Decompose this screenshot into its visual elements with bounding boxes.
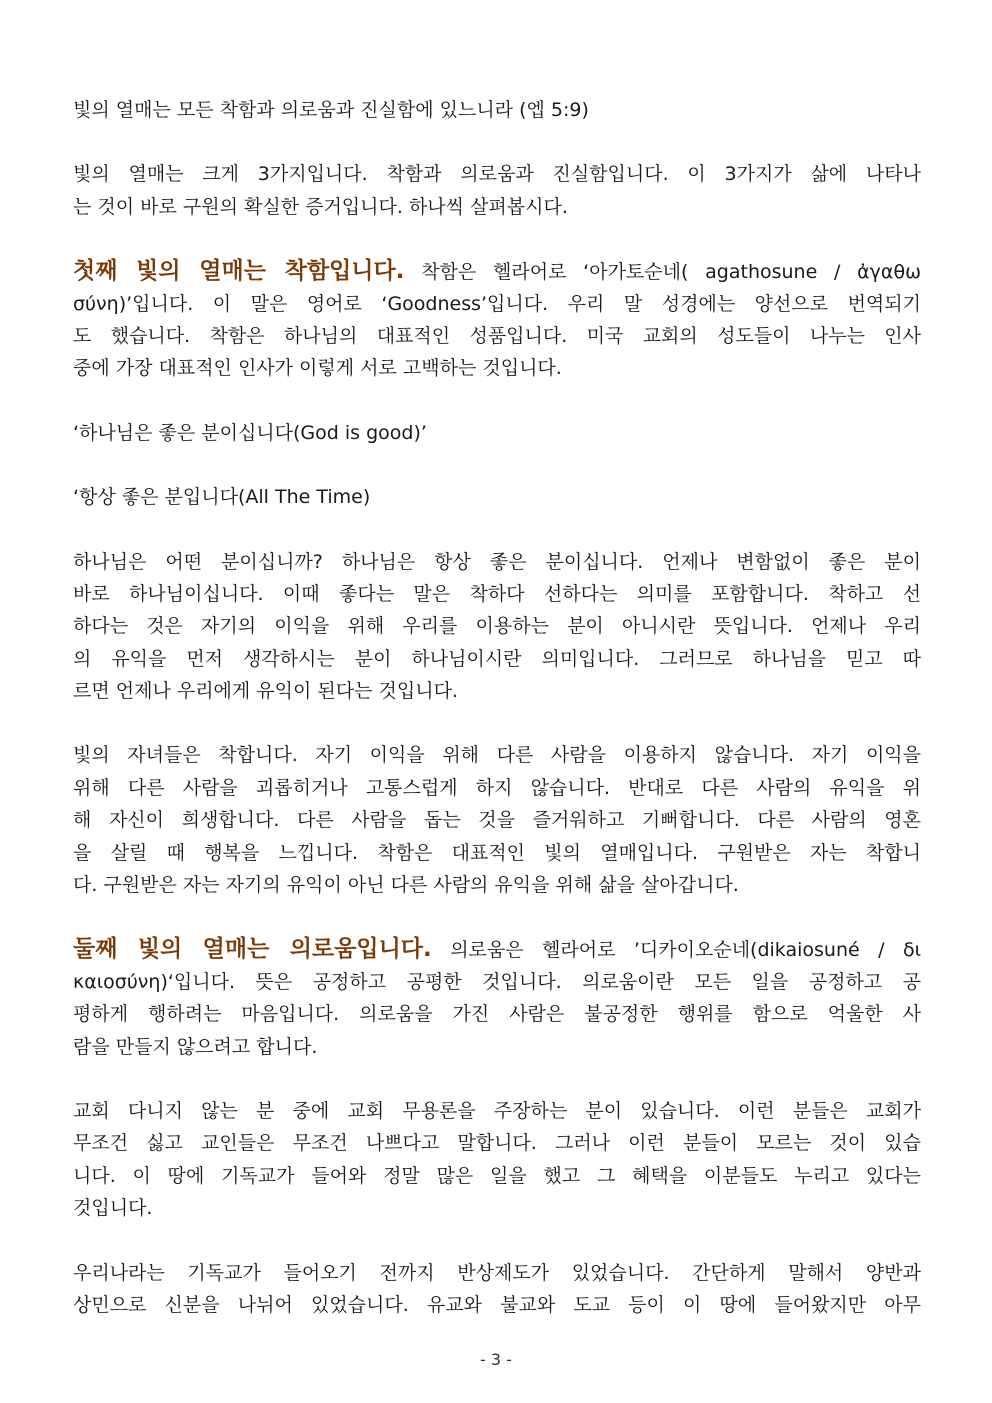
section1-line: 도 했습니다. 착함은 하나님의 대표적인 성품입니다. 미국 교회의 성도들이 나누는 인사 xyxy=(73,324,921,347)
paragraph-line: 우리나라는 기독교가 들어오기 전까지 반상제도가 있었습니다. 간단하게 말해서 양반과 xyxy=(73,1261,921,1284)
paragraph-line: 빛의 자녀들은 착합니다. 자기 이익을 위해 다른 사람을 이용하지 않습니다. 자기 이익을 xyxy=(73,744,921,767)
paragraph-line: 하나님은 어떤 분이십니까? 하나님은 항상 좋은 분이십니다. 언제나 변함없이 좋은 분이 xyxy=(73,550,921,573)
section2-line: καιοσύνη)‘입니다. 뜻은 공정하고 공평한 것입니다. 의로움이란 모든 일을 공정하고 공 xyxy=(73,970,921,993)
paragraph-line: 의 유익을 먼저 생각하시는 분이 하나님이시란 의미입니다. 그러므로 하나님을 믿고 따 xyxy=(73,647,921,670)
paragraph-line: 위해 다른 사람을 괴롭히거나 고통스럽게 하지 않습니다. 반대로 다른 사람의 유익을 위 xyxy=(73,776,921,799)
section1-first-line-text: 착함은 헬라어로 ‘아가토순네( agathosune / ἀγαθω xyxy=(404,261,921,284)
section2-line: 평하게 행하려는 마음입니다. 의로움을 가진 사람은 불공정한 행위를 함으로 억울한 사 xyxy=(73,1003,921,1026)
paragraph-line: 바로 하나님이십니다. 이때 좋다는 말은 착하다 선하다는 의미를 포함합니다. 착하고 선 xyxy=(73,582,921,605)
paragraph-line: 다. 구원받은 자는 자기의 유익이 아닌 다른 사람의 유익을 위해 삶을 살아갑니다. xyxy=(73,874,739,897)
section2-heading: 둘째 빛의 열매는 의로움입니다. xyxy=(73,936,432,963)
section1-line: σύνη)’입니다. 이 말은 영어로 ‘Goodness’입니다. 우리 말 성경에는 양선으로 번역되기 xyxy=(73,292,921,315)
verse-line: 빛의 열매는 모든 착함과 의로움과 진실함에 있느니라 (엡 5:9) xyxy=(73,99,589,121)
intro-line: 는 것이 바로 구원의 확실한 증거입니다. 하나씩 살펴봅시다. xyxy=(73,195,568,218)
paragraph-line: 것입니다. xyxy=(73,1197,153,1220)
section1-line: 중에 가장 대표적인 인사가 이렇게 서로 고백하는 것입니다. xyxy=(73,357,562,380)
paragraph-line: 을 살릴 때 행복을 느낍니다. 착함은 대표적인 빛의 열매입니다. 구원받은 자는 착합니 xyxy=(73,841,921,864)
document-page xyxy=(73,94,921,1321)
quote-line: ‘하나님은 좋은 분이십니다(God is good)’ xyxy=(73,421,427,444)
paragraph-line: 해 자신이 희생합니다. 다른 사람을 돕는 것을 즐거워하고 기뻐합니다. 다른 사람의 영혼 xyxy=(73,809,921,832)
section1-heading: 첫째 빛의 열매는 착함입니다. xyxy=(73,258,405,285)
section1-first-line xyxy=(73,255,921,287)
intro-line: 빛의 열매는 크게 3가지입니다. 착함과 의로움과 진실함입니다. 이 3가지가 삶에 나타나 xyxy=(73,163,921,186)
paragraph-line: 상민으로 신분을 나뉘어 있었습니다. 유교와 불교와 도교 등이 이 땅에 들어왔지만 아무 xyxy=(73,1293,921,1316)
quote-line: ‘항상 좋은 분입니다(All The Time) xyxy=(73,486,371,509)
paragraph-line: 교회 다니지 않는 분 중에 교회 무용론을 주장하는 분이 있습니다. 이런 분들은 교회가 xyxy=(73,1099,921,1122)
paragraph-line: 니다. 이 땅에 기독교가 들어와 정말 많은 일을 했고 그 혜택을 이분들도 누리고 있다는 xyxy=(73,1164,921,1187)
paragraph-line: 하다는 것은 자기의 이익을 위해 우리를 이용하는 분이 아니시란 뜻입니다. 언제나 우리 xyxy=(73,615,921,638)
page-number: - 3 - xyxy=(480,1350,512,1369)
section2-first-line-text: 의로움은 헬라어로 ’디카이오순네(dikaiosuné / δι xyxy=(431,939,921,962)
section2-line: 람을 만들지 않으려고 합니다. xyxy=(73,1035,318,1058)
section2-first-line xyxy=(73,933,921,965)
paragraph-line: 르면 언제나 우리에게 유익이 된다는 것입니다. xyxy=(73,680,458,703)
paragraph-line: 무조건 싫고 교인들은 무조건 나쁘다고 말합니다. 그러나 이런 분들이 모르는 것이 있습 xyxy=(73,1132,921,1155)
